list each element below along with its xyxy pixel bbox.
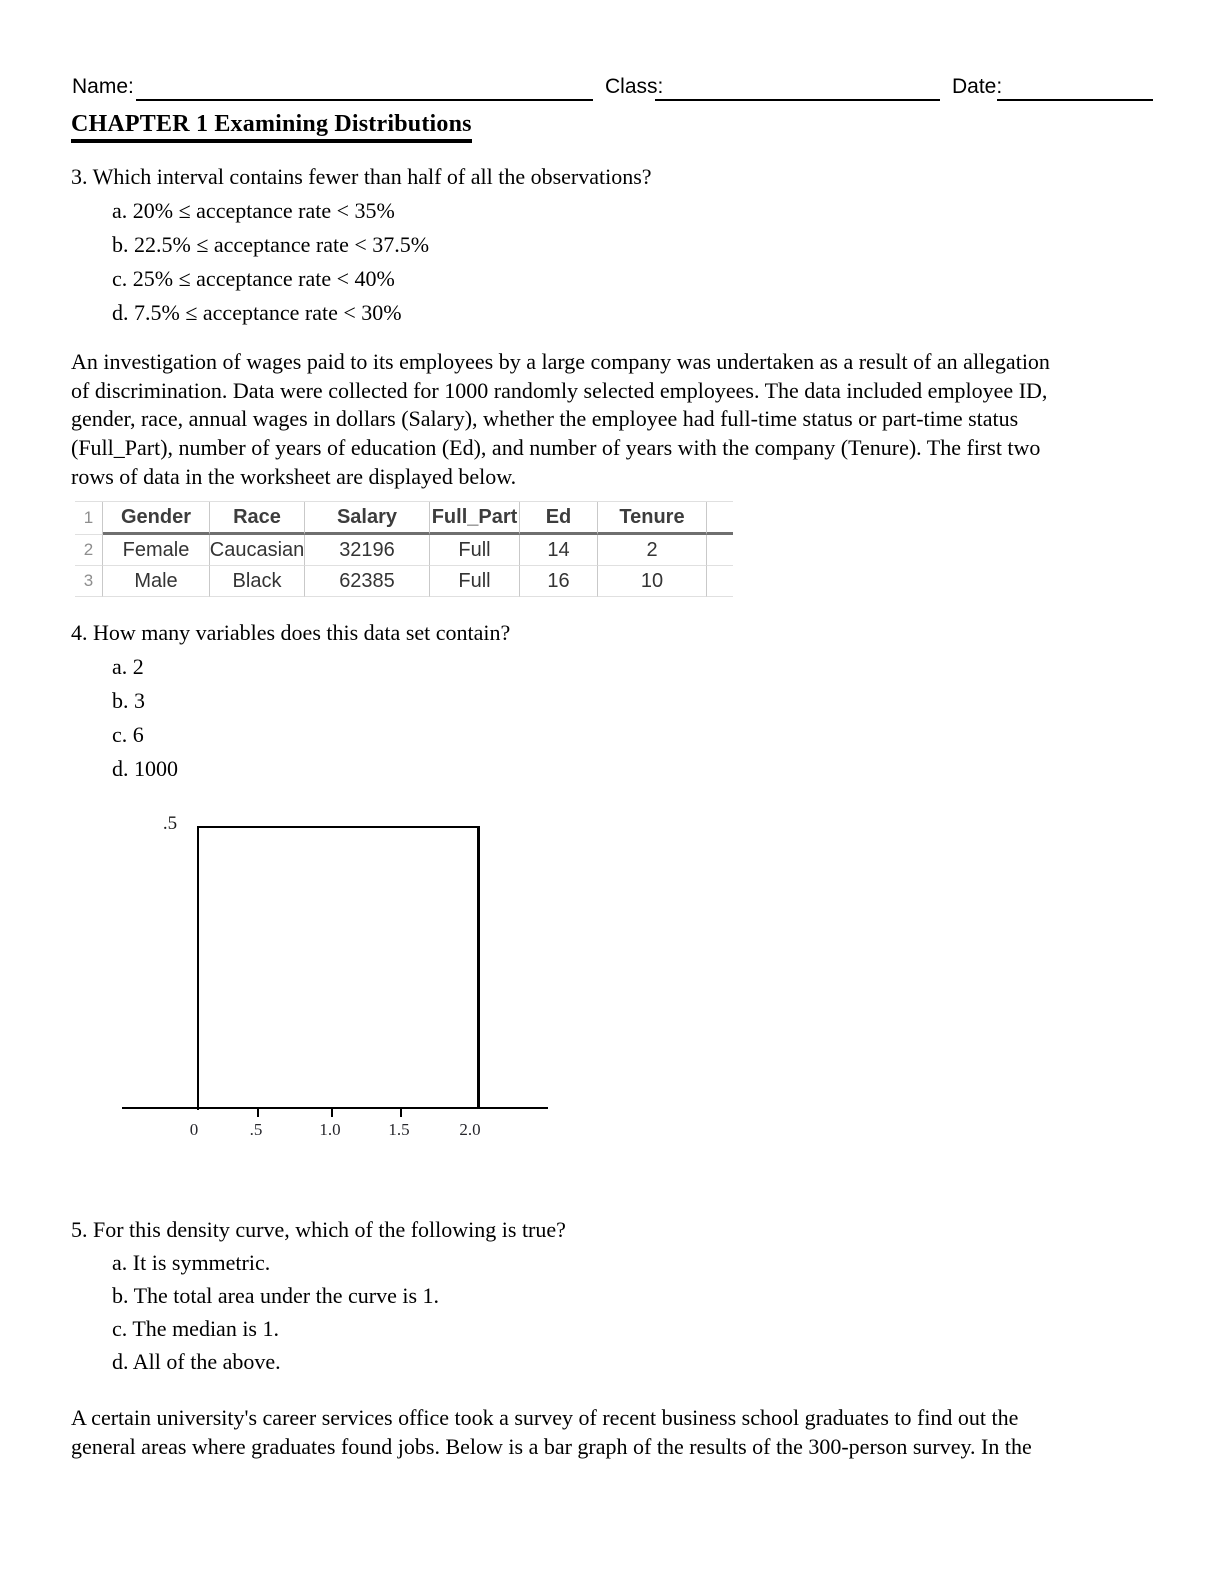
- option-a: a. 2: [112, 654, 144, 679]
- question-5-text: 5. For this density curve, which of the following is true?: [71, 1217, 566, 1242]
- x-axis-tick-label: .5: [249, 1120, 263, 1139]
- y-axis-tick-label: .5: [162, 813, 178, 834]
- x-axis-tick-label: 1.5: [388, 1120, 410, 1139]
- x-axis-tick: [331, 1108, 333, 1117]
- option-c: c. 25% ≤ acceptance rate < 40%: [112, 266, 395, 291]
- table-cell: 16: [520, 566, 598, 597]
- question-4-options: [112, 650, 510, 786]
- column-header-full-part: Full_Part: [430, 502, 520, 535]
- page-title: CHAPTER 1 Examining Distributions: [71, 111, 472, 143]
- x-axis-tick: [400, 1108, 402, 1117]
- option-a: a. It is symmetric.: [112, 1250, 271, 1275]
- filler-cell: [707, 502, 733, 535]
- date-label: Date:: [952, 75, 1003, 98]
- table-cell: Black: [210, 566, 305, 597]
- paragraph-line: (Full_Part), number of years of education (Ed), and number of years with the company (Tenure). The first two: [71, 435, 1041, 461]
- x-axis: [122, 1107, 548, 1109]
- option-d: d. 1000: [112, 756, 178, 781]
- question-4-text: 4. How many variables does this data set contain?: [71, 620, 511, 645]
- question-5-options: [112, 1246, 566, 1378]
- column-header-gender: Gender: [103, 502, 210, 535]
- paragraph-line: of discrimination. Data were collected for 1000 randomly selected employees. The data included employee ID,: [71, 377, 1048, 403]
- paragraph-line: An investigation of wages paid to its employees by a large company was undertaken as a result of an allegation: [71, 349, 1050, 374]
- density-curve-right-edge: [477, 826, 480, 1108]
- name-label: Name:: [72, 75, 134, 98]
- row-number: 2: [75, 535, 103, 566]
- x-axis-tick-label: 1.0: [319, 1120, 341, 1139]
- name-blank-line: [136, 75, 593, 101]
- option-b: b. 3: [112, 688, 145, 713]
- table-cell: 2: [598, 535, 707, 566]
- intro-paragraph: [71, 348, 1050, 492]
- option-b: b. 22.5% ≤ acceptance rate < 37.5%: [112, 232, 430, 257]
- question-5: [71, 1213, 566, 1378]
- option-a: a. 20% ≤ acceptance rate < 35%: [112, 198, 395, 223]
- row-number: 3: [75, 566, 103, 597]
- column-header-ed: Ed: [520, 502, 598, 535]
- question-3-options: [112, 194, 652, 330]
- table-cell: Full: [430, 535, 520, 566]
- paragraph-line: gender, race, annual wages in dollars (Salary), whether the employee had full-time status or part-time status: [71, 406, 1019, 432]
- question-3: [71, 160, 652, 330]
- class-blank-line: [655, 75, 940, 101]
- x-axis-tick-label: 2.0: [459, 1120, 481, 1139]
- table-cell: 62385: [305, 566, 430, 597]
- option-d: d. 7.5% ≤ acceptance rate < 30%: [112, 300, 402, 325]
- table-cell: Female: [103, 535, 210, 566]
- table-cell: 14: [520, 535, 598, 566]
- worksheet-table: [75, 501, 733, 597]
- option-b: b. The total area under the curve is 1.: [112, 1283, 440, 1308]
- table-cell: Male: [103, 566, 210, 597]
- table-cell: 32196: [305, 535, 430, 566]
- question-3-text: 3. Which interval contains fewer than half of all the observations?: [71, 164, 652, 189]
- column-header-salary: Salary: [305, 502, 430, 535]
- table-cell: Full: [430, 566, 520, 597]
- filler-cell: [707, 535, 733, 566]
- table-cell: 10: [598, 566, 707, 597]
- density-curve-rectangle: [197, 826, 479, 1110]
- option-c: c. 6: [112, 722, 144, 747]
- filler-cell: [707, 566, 733, 597]
- paragraph-line: A certain university's career services office took a survey of recent business school graduates to find out the: [71, 1405, 1019, 1430]
- paragraph-line: rows of data in the worksheet are displayed below.: [71, 463, 517, 489]
- option-c: c. The median is 1.: [112, 1316, 279, 1341]
- table-cell: Caucasian: [210, 535, 305, 566]
- column-header-tenure: Tenure: [598, 502, 707, 535]
- closing-paragraph: [71, 1404, 1032, 1461]
- option-d: d. All of the above.: [112, 1349, 281, 1374]
- column-header-race: Race: [210, 502, 305, 535]
- row-number: 1: [75, 502, 103, 535]
- class-label: Class:: [605, 75, 664, 98]
- x-axis-tick-label: 0: [189, 1120, 199, 1139]
- paragraph-line: general areas where graduates found jobs. Below is a bar graph of the results of the 300-person survey. In the: [71, 1433, 1032, 1459]
- date-blank-line: [997, 75, 1153, 101]
- x-axis-tick: [257, 1108, 259, 1117]
- question-4: [71, 616, 510, 786]
